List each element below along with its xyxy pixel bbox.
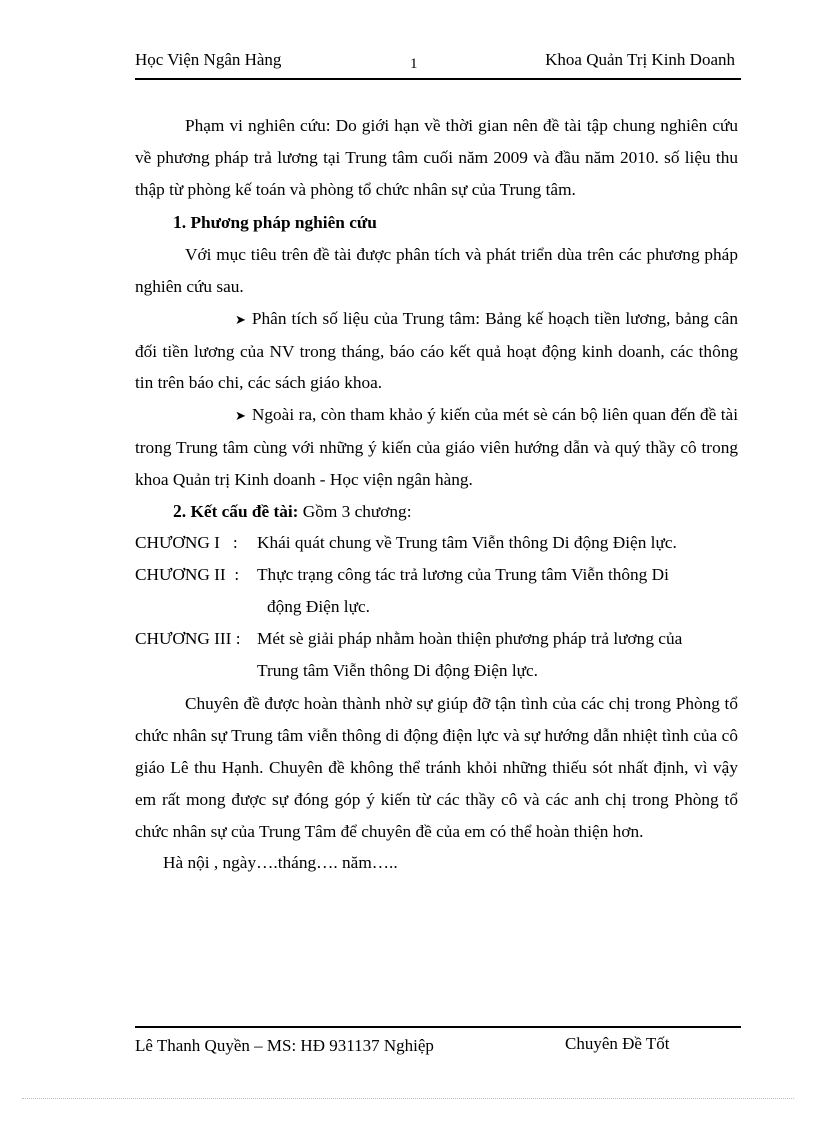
bullet-item	[135, 303, 738, 399]
section-number: 2.	[173, 500, 187, 521]
bullet-item	[135, 399, 738, 495]
chapter-text: Khái quát chung về Trung tâm Viễn thông Di động Điện lực.	[257, 533, 677, 553]
chapter-text: động Điện lực.	[267, 596, 370, 616]
header-institution: Học Viện Ngân Hàng	[135, 50, 282, 69]
document-body	[135, 110, 738, 879]
arrow-bullet-icon: ➤	[235, 311, 246, 327]
date-sign-line: Hà nội , ngày….tháng…. năm…..	[163, 853, 398, 873]
footer-author: Lê Thanh Quyền – MS: HĐ 931137 Nghiệp	[135, 1036, 434, 1055]
bullet-text: Phân tích số liệu của Trung tâm: Bảng kế hoạch tiền lương, bảng cân đối tiền lương của NV trong tháng, báo cáo kết quả hoạt động kinh doanh, các thông tin trên báo chi, các sách giáo khoa.	[135, 308, 738, 393]
chapter-item	[135, 527, 738, 559]
chapter-text-continued	[135, 655, 738, 687]
section-title: Phương pháp nghiên cứu	[190, 213, 377, 233]
chapter-text-continued	[135, 591, 738, 623]
header-faculty: Khoa Quản Trị Kinh Doanh	[545, 50, 735, 69]
footer-doc-type: Chuyên Đề Tốt	[565, 1034, 670, 1053]
methods-intro-paragraph: Với mục tiêu trên đề tài được phân tích và phát triển dùa trên các phương pháp nghiên cứu sau.	[135, 245, 738, 296]
section-number: 1.	[173, 212, 187, 233]
page-number: 1	[410, 56, 418, 72]
section-suffix: Gồm 3 chương:	[298, 501, 412, 521]
chapter-label: CHƯƠNG III :	[135, 628, 245, 648]
page-edge-divider	[22, 1098, 794, 1099]
chapter-item	[135, 559, 738, 591]
scope-paragraph: Phạm vi nghiên cứu: Do giới hạn về thời gian nên đề tài tập chung nghiên cứu về phương pháp trả lương tại Trung tâm cuối năm 2009 và đầu năm 2010. số liệu thu thập từ phòng kế toán và phòng tổ chức nhân sự của Trung tâm.	[135, 116, 738, 199]
chapter-list	[135, 527, 738, 686]
page-header	[135, 48, 741, 80]
chapter-label: CHƯƠNG II :	[135, 565, 244, 585]
chapter-label: CHƯƠNG I :	[135, 533, 243, 553]
bullet-text: Ngoài ra, còn tham khảo ý kiến của mét sè cán bộ liên quan đến đề tài trong Trung tâm cùng với những ý kiến của giáo viên hướng dẫn và quý thầy cô trong khoa Quản trị Kinh doanh - Học viện ngân hàng.	[135, 405, 738, 489]
section-title: Kết cấu đề tài:	[190, 501, 299, 521]
chapter-text: Mét sè giải pháp nhằm hoàn thiện phương pháp trả lương của	[257, 628, 683, 648]
section-heading-2	[135, 496, 738, 528]
page-footer	[135, 1026, 741, 1055]
arrow-bullet-icon: ➤	[235, 408, 246, 424]
closing-paragraph: Chuyên đề được hoàn thành nhờ sự giúp đỡ tận tình của các chị trong Phòng tổ chức nhân sự Trung tâm viễn thông di động điện lực và sự hướng dẫn nhiệt tình của cô giáo Lê thu Hạnh. Chuyên đề không thể tránh khỏi những thiếu sót nhất định, vì vậy em rất mong được sự đóng góp ý kiến từ các thầy cô và các anh chị trong Phòng tổ chức nhân sự của Trung Tâm để chuyên đề của em có thể hoàn thiện hơn.	[135, 694, 738, 841]
chapter-item	[135, 623, 738, 655]
chapter-text: Trung tâm Viễn thông Di động Điện lực.	[257, 660, 538, 680]
chapter-text: Thực trạng công tác trả lương của Trung tâm Viễn thông Di	[257, 565, 669, 585]
section-heading-1	[135, 207, 738, 239]
